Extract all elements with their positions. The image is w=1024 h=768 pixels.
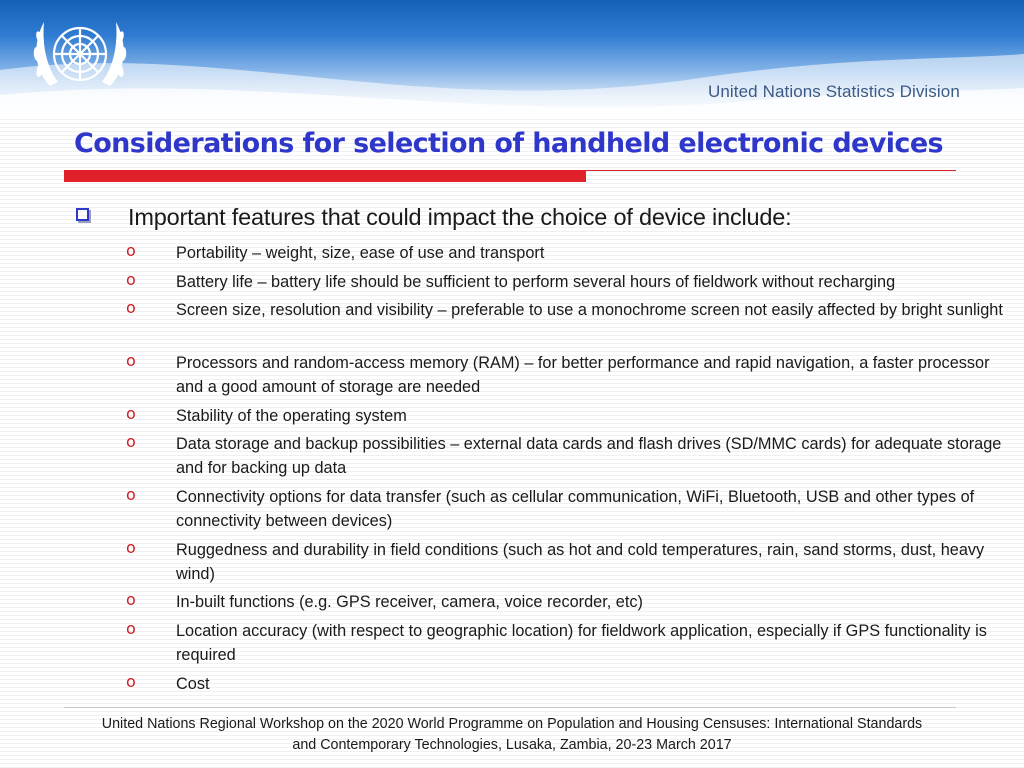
title-accent-bar (64, 171, 586, 182)
bullet-icon: o (126, 485, 136, 504)
organization-name: United Nations Statistics Division (708, 82, 960, 101)
lead-text: Important features that could impact the choice of device include: (128, 204, 792, 230)
footer-line-1: United Nations Regional Workshop on the 2020 World Programme on Population and Housing Censuses: International Standards (101, 716, 923, 732)
footer (0, 714, 1024, 756)
checkbox-square-icon (76, 208, 89, 221)
list-item-text: Cost (176, 675, 210, 693)
un-emblem-icon (28, 8, 132, 104)
list-item-text: Portability – weight, size, ease of use and transport (176, 244, 545, 262)
footer-divider (64, 707, 956, 708)
bullet-icon: o (126, 619, 136, 638)
list-item-text: Location accuracy (with respect to geographic location) for fieldwork application, especially if GPS functionality is required (176, 622, 987, 664)
bullet-icon: o (126, 672, 136, 691)
bullet-icon: o (126, 241, 136, 260)
list-item-text: Processors and random-access memory (RAM) – for better performance and rapid navigation, a faster processor and a good amount of storage are needed (176, 354, 990, 396)
list-item-text: Battery life – battery life should be sufficient to perform several hours of fieldwork without recharging (176, 273, 896, 291)
bullet-icon: o (126, 298, 136, 317)
bullet-icon: o (126, 538, 136, 557)
list-item-text: In-built functions (e.g. GPS receiver, camera, voice recorder, etc) (176, 593, 643, 611)
bullet-icon: o (126, 351, 136, 370)
bullet-icon: o (126, 404, 136, 423)
bullet-icon: o (126, 270, 136, 289)
slide-title: Considerations for selection of handheld electronic devices (74, 128, 944, 159)
bullet-icon: o (126, 590, 136, 609)
bullet-icon: o (126, 432, 136, 451)
list-item-text: Data storage and backup possibilities – external data cards and flash drives (SD/MMC cards) for adequate storage and for backing up data (176, 435, 1002, 477)
header-banner (0, 0, 1024, 118)
list-item-text: Connectivity options for data transfer (such as cellular communication, WiFi, Bluetooth, USB and other types of connectivity between devices) (176, 488, 975, 530)
footer-line-2: and Contemporary Technologies, Lusaka, Zambia, 20-23 March 2017 (292, 737, 732, 753)
list-item-text: Screen size, resolution and visibility – preferable to use a monochrome screen not easily affected by bright sunlight (176, 301, 1003, 319)
list-item-text: Stability of the operating system (176, 407, 407, 425)
list-item-text: Ruggedness and durability in field conditions (such as hot and cold temperatures, rain, sand storms, dust, heavy wind) (176, 541, 985, 583)
